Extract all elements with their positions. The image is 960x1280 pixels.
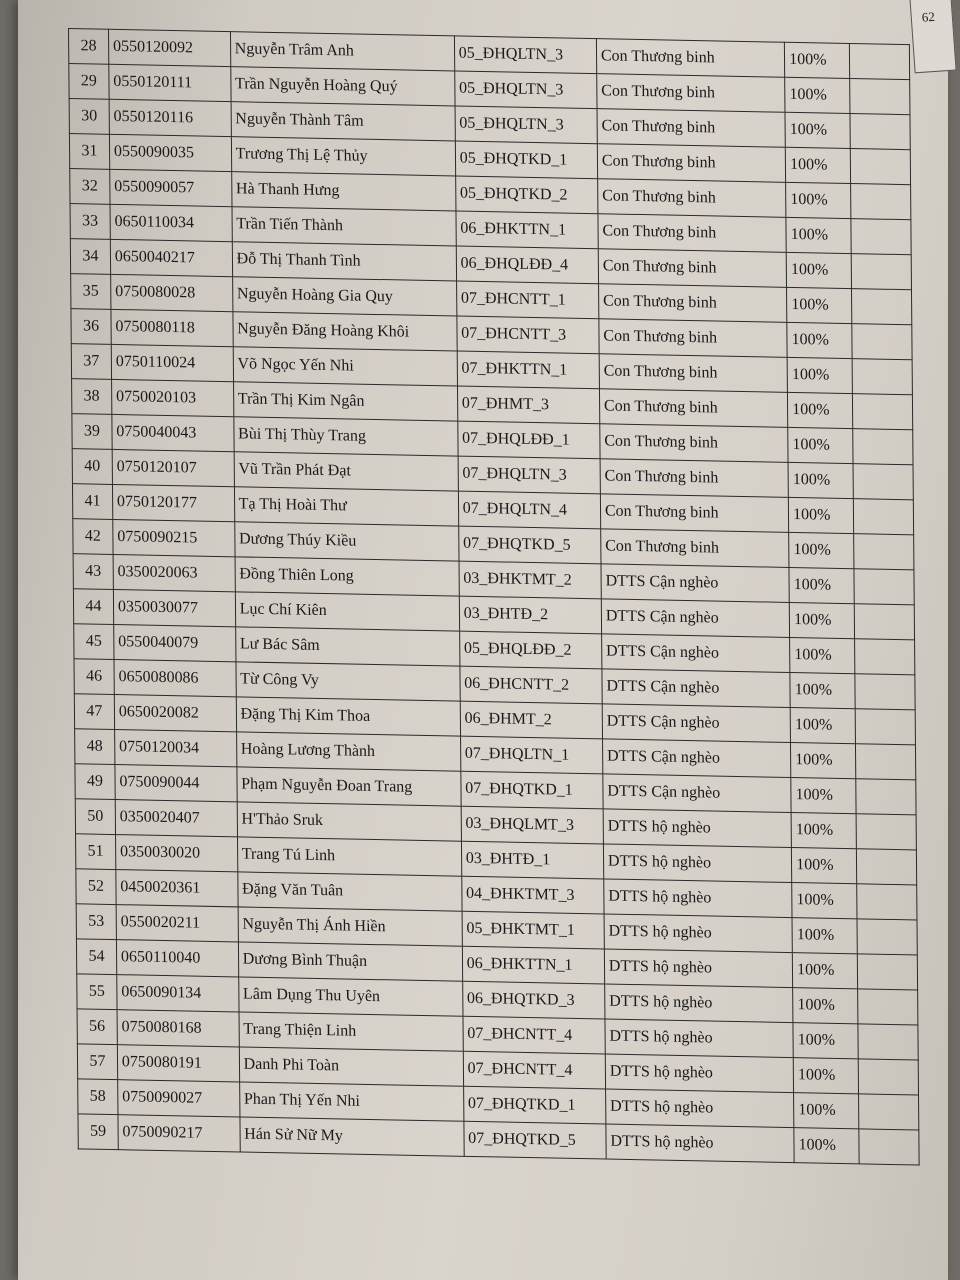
student-name-cell: Đồng Thiên Long — [235, 557, 459, 596]
row-number-cell: 59 — [78, 1114, 118, 1150]
beneficiary-type-cell: DTTS Cận nghèo — [603, 774, 792, 813]
empty-cell — [858, 1059, 919, 1095]
empty-cell — [849, 43, 910, 79]
row-number-cell: 58 — [78, 1079, 118, 1115]
beneficiary-type-cell: DTTS hộ nghèo — [605, 1019, 794, 1058]
exemption-rate-cell: 100% — [792, 883, 857, 919]
student-code-cell: 0550090035 — [109, 134, 231, 171]
exemption-rate-cell: 100% — [786, 217, 851, 253]
empty-cell — [851, 289, 912, 325]
student-name-cell: Nguyễn Trâm Anh — [230, 32, 454, 71]
exemption-rate-cell: 100% — [793, 1058, 858, 1094]
row-number-cell: 42 — [73, 519, 113, 555]
row-number-cell: 36 — [71, 309, 111, 345]
row-number-cell: 50 — [75, 799, 115, 835]
beneficiary-type-cell: DTTS hộ nghèo — [605, 1089, 794, 1128]
row-number-cell: 28 — [69, 29, 109, 65]
class-cell: 05_ĐHKTMT_1 — [462, 911, 604, 949]
row-number-cell: 56 — [77, 1009, 117, 1045]
student-code-cell: 0550120111 — [109, 64, 231, 101]
row-number-cell: 39 — [72, 414, 112, 450]
student-code-cell: 0350020063 — [113, 554, 235, 591]
class-cell: 07_ĐHQTKD_1 — [463, 1086, 605, 1124]
beneficiary-type-cell: DTTS hộ nghèo — [604, 949, 793, 988]
exemption-rate-cell: 100% — [792, 848, 857, 884]
beneficiary-type-cell: DTTS hộ nghèo — [603, 809, 792, 848]
empty-cell — [853, 499, 914, 535]
beneficiary-type-cell: DTTS Cận nghèo — [602, 704, 791, 743]
student-name-cell: H'Thảo Sruk — [237, 802, 461, 841]
beneficiary-type-cell: Con Thương binh — [597, 144, 786, 183]
student-name-cell: Lâm Dụng Thu Uyên — [238, 977, 462, 1016]
class-cell: 07_ĐHCNTT_4 — [463, 1051, 605, 1089]
student-name-cell: Lư Bác Sâm — [235, 627, 459, 666]
class-cell: 06_ĐHMT_2 — [460, 701, 602, 739]
student-code-cell: 0550020211 — [116, 905, 238, 942]
student-code-cell: 0350020407 — [115, 800, 237, 837]
row-number-cell: 29 — [69, 64, 109, 100]
row-number-cell: 34 — [70, 239, 110, 275]
student-name-cell: Trần Nguyễn Hoàng Quý — [230, 67, 454, 106]
student-code-cell: 0750090217 — [118, 1115, 240, 1152]
exemption-rate-cell: 100% — [788, 462, 853, 498]
row-number-cell: 54 — [76, 939, 116, 975]
student-name-cell: Hà Thanh Hưng — [231, 172, 455, 211]
student-name-cell: Đặng Văn Tuân — [237, 872, 461, 911]
beneficiary-type-cell: Con Thương binh — [597, 74, 786, 113]
row-number-cell: 44 — [73, 589, 113, 625]
class-cell: 03_ĐHTĐ_1 — [461, 841, 603, 879]
class-cell: 05_ĐHQLTN_3 — [454, 36, 596, 74]
empty-cell — [851, 254, 912, 290]
student-name-cell: Lục Chí Kiên — [235, 592, 459, 631]
row-number-cell: 35 — [71, 274, 111, 310]
student-code-cell: 0550120116 — [109, 99, 231, 136]
class-cell: 03_ĐHKTMT_2 — [459, 561, 601, 599]
class-cell: 07_ĐHCNTT_3 — [457, 316, 599, 354]
exemption-rate-cell: 100% — [792, 953, 857, 989]
exemption-rate-cell: 100% — [786, 252, 851, 288]
class-cell: 07_ĐHQLTN_3 — [458, 456, 600, 494]
beneficiary-type-cell: DTTS Cận nghèo — [601, 599, 790, 638]
class-cell: 07_ĐHQTKD_5 — [458, 526, 600, 564]
row-number-cell: 52 — [76, 869, 116, 905]
exemption-rate-cell: 100% — [791, 778, 856, 814]
class-cell: 07_ĐHQLTN_1 — [460, 736, 602, 774]
empty-cell — [854, 604, 915, 640]
beneficiary-type-cell: Con Thương binh — [600, 424, 789, 463]
beneficiary-type-cell: DTTS Cận nghèo — [601, 564, 790, 603]
beneficiary-type-cell: Con Thương binh — [596, 39, 785, 78]
empty-cell — [850, 184, 911, 220]
empty-cell — [858, 1129, 919, 1165]
student-code-cell: 0450020361 — [116, 870, 238, 907]
empty-cell — [858, 1024, 919, 1060]
exemption-rate-cell: 100% — [789, 532, 854, 568]
student-code-cell: 0350030077 — [113, 589, 235, 626]
student-code-cell: 0750110024 — [111, 344, 233, 381]
student-code-cell: 0350030020 — [115, 835, 237, 872]
beneficiary-type-cell: Con Thương binh — [598, 214, 787, 253]
beneficiary-type-cell: DTTS hộ nghèo — [605, 1054, 794, 1093]
student-name-cell: Tạ Thị Hoài Thư — [234, 487, 458, 526]
beneficiary-type-cell: Con Thương binh — [599, 389, 788, 428]
student-code-cell: 0650090134 — [117, 975, 239, 1012]
empty-cell — [856, 814, 917, 850]
exemption-rate-cell: 100% — [785, 112, 850, 148]
beneficiary-type-cell: Con Thương binh — [600, 494, 789, 533]
empty-cell — [857, 919, 918, 955]
exemption-rate-cell: 100% — [794, 1093, 859, 1129]
empty-cell — [853, 534, 914, 570]
student-name-cell: Hoàng Lương Thành — [236, 732, 460, 771]
row-number-cell: 33 — [70, 204, 110, 240]
beneficiary-type-cell: DTTS hộ nghèo — [604, 879, 793, 918]
exemption-rate-cell: 100% — [788, 427, 853, 463]
row-number-cell: 53 — [76, 904, 116, 940]
beneficiary-type-cell: Con Thương binh — [598, 284, 787, 323]
beneficiary-type-cell: Con Thương binh — [599, 319, 788, 358]
class-cell: 05_ĐHQLTN_3 — [455, 106, 597, 144]
row-number-cell: 49 — [75, 764, 115, 800]
exemption-rate-cell: 100% — [787, 322, 852, 358]
exemption-rate-cell: 100% — [785, 77, 850, 113]
class-cell: 05_ĐHQTKD_1 — [455, 141, 597, 179]
student-name-cell: Từ Công Vy — [236, 662, 460, 701]
beneficiary-type-cell: Con Thương binh — [599, 354, 788, 393]
exemption-rate-cell: 100% — [787, 287, 852, 323]
student-name-cell: Võ Ngọc Yến Nhi — [233, 347, 457, 386]
row-number-cell: 32 — [70, 169, 110, 205]
class-cell: 07_ĐHQLTN_4 — [458, 491, 600, 529]
empty-cell — [850, 114, 911, 150]
empty-cell — [857, 954, 918, 990]
student-code-cell: 0750120107 — [112, 449, 234, 486]
class-cell: 07_ĐHQTKD_5 — [464, 1121, 606, 1159]
student-code-cell: 0750080028 — [111, 274, 233, 311]
class-cell: 04_ĐHKTMT_3 — [461, 876, 603, 914]
class-cell: 06_ĐHQTKD_3 — [462, 981, 604, 1019]
beneficiary-type-cell: Con Thương binh — [598, 179, 787, 218]
row-number-cell: 57 — [77, 1044, 117, 1080]
student-code-cell: 0750120034 — [114, 730, 236, 767]
beneficiary-type-cell: DTTS Cận nghèo — [601, 634, 790, 673]
class-cell: 05_ĐHQLĐĐ_2 — [459, 631, 601, 669]
row-number-cell: 43 — [73, 554, 113, 590]
empty-cell — [854, 569, 915, 605]
row-number-cell: 48 — [75, 729, 115, 765]
empty-cell — [850, 219, 911, 255]
student-name-cell: Đỗ Thị Thanh Tình — [232, 242, 456, 281]
exemption-rate-cell: 100% — [790, 672, 855, 708]
exemption-rate-cell: 100% — [786, 182, 851, 218]
class-cell: 07_ĐHKTTN_1 — [457, 351, 599, 389]
student-name-cell: Nguyễn Thành Tâm — [231, 102, 455, 141]
student-name-cell: Hán Sử Nữ My — [240, 1117, 464, 1156]
class-cell: 06_ĐHQLĐĐ_4 — [456, 246, 598, 284]
student-code-cell: 0650110040 — [116, 940, 238, 977]
row-number-cell: 46 — [74, 659, 114, 695]
empty-cell — [850, 149, 911, 185]
empty-cell — [852, 429, 913, 465]
empty-cell — [852, 394, 913, 430]
row-number-cell: 45 — [74, 624, 114, 660]
student-name-cell: Nguyễn Đăng Hoàng Khôi — [233, 312, 457, 351]
class-cell: 07_ĐHMT_3 — [457, 386, 599, 424]
beneficiary-type-cell: Con Thương binh — [600, 459, 789, 498]
student-name-cell: Bùi Thị Thùy Trang — [233, 417, 457, 456]
beneficiary-type-cell: DTTS Cận nghèo — [602, 669, 791, 708]
student-code-cell: 0750090215 — [113, 519, 235, 556]
student-code-cell: 0750120177 — [112, 484, 234, 521]
student-name-cell: Trang Tú Linh — [237, 837, 461, 876]
student-code-cell: 0550040079 — [114, 624, 236, 661]
class-cell: 06_ĐHCNTT_2 — [460, 666, 602, 704]
empty-cell — [851, 324, 912, 360]
exemption-rate-cell: 100% — [791, 743, 856, 779]
student-code-cell: 0750040043 — [112, 414, 234, 451]
beneficiary-type-cell: DTTS hộ nghèo — [603, 844, 792, 883]
student-code-cell: 0650040217 — [110, 239, 232, 276]
row-number-cell: 40 — [72, 449, 112, 485]
class-cell: 05_ĐHQLTN_3 — [454, 71, 596, 109]
beneficiary-type-cell: Con Thương binh — [598, 249, 787, 288]
student-code-cell: 0750080118 — [111, 309, 233, 346]
exemption-rate-cell: 100% — [792, 918, 857, 954]
student-name-cell: Trần Tiến Thành — [232, 207, 456, 246]
beneficiary-type-cell: Con Thương binh — [601, 529, 790, 568]
page-number-tab — [909, 0, 956, 73]
empty-cell — [853, 464, 914, 500]
student-code-cell: 0750080168 — [117, 1010, 239, 1047]
class-cell: 07_ĐHCNTT_4 — [463, 1016, 605, 1054]
student-name-cell: Trần Thị Kim Ngân — [233, 382, 457, 421]
student-code-cell: 0550090057 — [110, 169, 232, 206]
empty-cell — [854, 639, 915, 675]
exemption-rate-cell: 100% — [788, 497, 853, 533]
class-cell: 07_ĐHQTKD_1 — [461, 771, 603, 809]
roster-body — [69, 29, 920, 1166]
exemption-rate-cell: 100% — [785, 147, 850, 183]
exemption-rate-cell: 100% — [789, 567, 854, 603]
class-cell: 03_ĐHTĐ_2 — [459, 596, 601, 634]
empty-cell — [856, 849, 917, 885]
exemption-rate-cell: 100% — [787, 357, 852, 393]
student-name-cell: Trang Thiện Linh — [239, 1012, 463, 1051]
student-code-cell: 0750080191 — [117, 1045, 239, 1082]
exemption-rate-cell: 100% — [794, 1128, 859, 1164]
empty-cell — [855, 709, 916, 745]
empty-cell — [852, 359, 913, 395]
beneficiary-type-cell: DTTS Cận nghèo — [602, 739, 791, 778]
class-cell: 06_ĐHKTTN_1 — [462, 946, 604, 984]
class-cell: 07_ĐHCNTT_1 — [456, 281, 598, 319]
class-cell: 03_ĐHQLMT_3 — [461, 806, 603, 844]
student-code-cell: 0650020082 — [114, 695, 236, 732]
page-number: 62 — [921, 8, 936, 25]
student-name-cell: Đặng Thị Kim Thoa — [236, 697, 460, 736]
exemption-rate-cell: 100% — [793, 1023, 858, 1059]
student-name-cell: Nguyễn Hoàng Gia Quy — [232, 277, 456, 316]
student-code-cell: 0750090027 — [118, 1080, 240, 1117]
exemption-rate-cell: 100% — [790, 637, 855, 673]
student-name-cell: Danh Phi Toàn — [239, 1047, 463, 1086]
student-code-cell: 0550120092 — [108, 29, 230, 66]
student-roster-table — [68, 28, 920, 1166]
exemption-rate-cell: 100% — [789, 602, 854, 638]
row-number-cell: 51 — [76, 834, 116, 870]
exemption-rate-cell: 100% — [790, 707, 855, 743]
student-name-cell: Trương Thị Lệ Thủy — [231, 137, 455, 176]
student-code-cell: 0750020103 — [111, 379, 233, 416]
document-page — [18, 0, 948, 1280]
class-cell: 06_ĐHKTTN_1 — [456, 211, 598, 249]
beneficiary-type-cell: DTTS hộ nghèo — [605, 984, 794, 1023]
student-name-cell: Phan Thị Yến Nhi — [239, 1082, 463, 1121]
row-number-cell: 38 — [72, 379, 112, 415]
class-cell: 07_ĐHQLĐĐ_1 — [457, 421, 599, 459]
empty-cell — [857, 989, 918, 1025]
exemption-rate-cell: 100% — [793, 988, 858, 1024]
student-name-cell: Nguyễn Thị Ánh Hiền — [238, 907, 462, 946]
beneficiary-type-cell: DTTS hộ nghèo — [604, 914, 793, 953]
exemption-rate-cell: 100% — [788, 392, 853, 428]
student-code-cell: 0650080086 — [114, 659, 236, 696]
row-number-cell: 31 — [69, 134, 109, 170]
student-code-cell: 0750090044 — [115, 765, 237, 802]
empty-cell — [854, 674, 915, 710]
student-name-cell: Phạm Nguyễn Đoan Trang — [237, 767, 461, 806]
row-number-cell: 30 — [69, 99, 109, 135]
class-cell: 05_ĐHQTKD_2 — [455, 176, 597, 214]
student-name-cell: Vũ Trần Phát Đạt — [234, 452, 458, 491]
empty-cell — [849, 79, 910, 115]
empty-cell — [856, 884, 917, 920]
student-name-cell: Dương Thúy Kiều — [234, 522, 458, 561]
empty-cell — [855, 779, 916, 815]
exemption-rate-cell: 100% — [785, 42, 850, 78]
exemption-rate-cell: 100% — [791, 813, 856, 849]
beneficiary-type-cell: DTTS hộ nghèo — [606, 1124, 795, 1163]
row-number-cell: 47 — [74, 694, 114, 730]
row-number-cell: 55 — [77, 974, 117, 1010]
row-number-cell: 41 — [72, 484, 112, 520]
empty-cell — [855, 744, 916, 780]
empty-cell — [858, 1094, 919, 1130]
row-number-cell: 37 — [71, 344, 111, 380]
beneficiary-type-cell: Con Thương binh — [597, 109, 786, 148]
student-code-cell: 0650110034 — [110, 204, 232, 241]
student-name-cell: Dương Bình Thuận — [238, 942, 462, 981]
